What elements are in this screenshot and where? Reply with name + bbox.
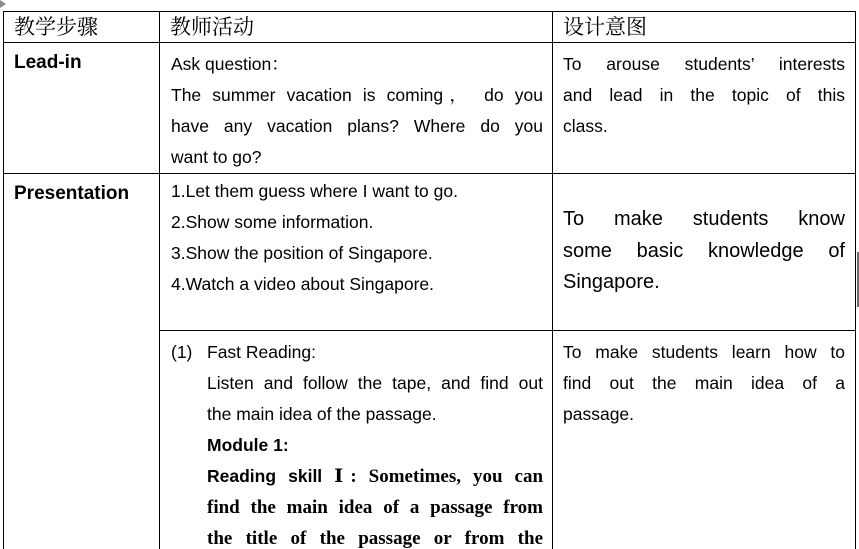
reading-skill-text: find the main idea of a passage from (207, 497, 543, 518)
fast-reading-activity (160, 331, 553, 549)
presentation-activity-line: 2.Show some information. (171, 212, 374, 232)
lesson-plan-table (3, 11, 856, 549)
lead-in-purpose-line: To arouse students’ interests (563, 54, 845, 74)
lead-in-activity-line: have any vacation plans? Where do you (171, 116, 543, 136)
presentation-purpose-line: To make students know (563, 208, 845, 230)
table-row-lead-in (4, 43, 856, 174)
lead-in-purpose-line: class. (563, 116, 608, 136)
header-teacher-activities: 教师活动 (160, 12, 553, 43)
presentation-purpose-line: some basic knowledge of (563, 239, 845, 262)
lead-in-activity (160, 43, 553, 174)
table-row-presentation (4, 174, 856, 331)
reading-skill-text: the title of the passage or from the (207, 528, 543, 549)
fast-reading-purpose-line: passage. (563, 404, 635, 424)
presentation-activity-line: 1.Let them guess where I want to go. (171, 181, 458, 201)
fast-reading-number: (1) (171, 342, 193, 362)
reading-skill-text: : Sometimes, you can (350, 466, 544, 487)
header-teaching-steps: 教学步骤 (4, 12, 160, 43)
step-presentation: Presentation (4, 174, 160, 549)
corner-marker-icon (0, 0, 6, 8)
fast-reading-purpose-line: find out the main idea of a (563, 373, 845, 393)
presentation-purpose-line: Singapore. (563, 271, 660, 293)
table-header-row (4, 12, 856, 43)
header-design-intent: 设计意图 (553, 12, 856, 43)
reading-skill-numeral: Ⅰ (334, 466, 351, 487)
step-lead-in: Lead-in (4, 43, 160, 174)
module-label: Module 1: (207, 435, 289, 455)
lead-in-activity-line: The summer vacation is coming， do you (171, 85, 543, 105)
lead-in-activity-line: Ask question： (171, 54, 289, 74)
lead-in-purpose (553, 43, 856, 174)
lead-in-purpose-line: and lead in the topic of this (563, 85, 845, 105)
presentation-purpose (553, 174, 856, 331)
presentation-activity-line: 4.Watch a video about Singapore. (171, 274, 434, 294)
presentation-activity (160, 174, 553, 331)
presentation-activity-line: 3.Show the position of Singapore. (171, 243, 433, 263)
fast-reading-instruction-line: the main idea of the passage. (207, 404, 437, 424)
fast-reading-title: Fast Reading: (207, 342, 316, 362)
reading-skill-label: Reading skill (207, 466, 323, 486)
reading-skill-line (207, 461, 543, 492)
lead-in-activity-line: want to go? (171, 147, 262, 167)
fast-reading-purpose (553, 331, 856, 549)
fast-reading-purpose-line: To make students learn how to (563, 342, 845, 362)
fast-reading-instruction-line: Listen and follow the tape, and find out (207, 373, 543, 393)
fast-reading-block (171, 337, 543, 549)
